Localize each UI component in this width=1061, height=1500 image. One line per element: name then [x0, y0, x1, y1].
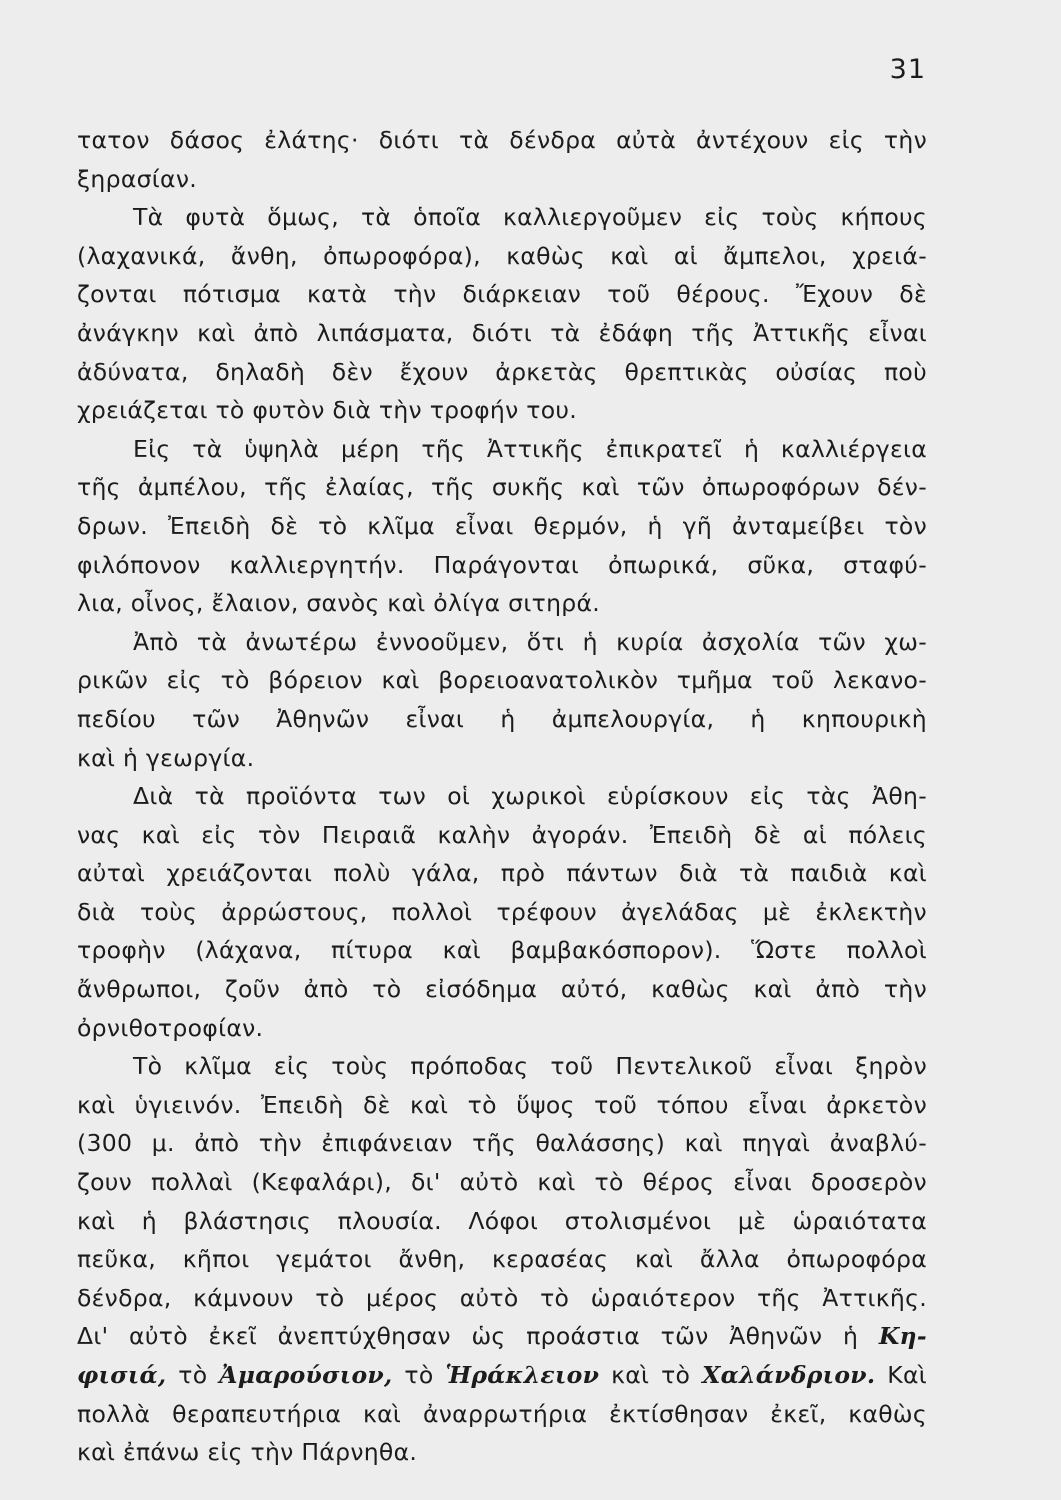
text-line: τροφὴν (λάχανα, πίτυρα καὶ βαμβακόσπορον). Ὥστε πολλοὶ [77, 936, 927, 965]
text-line: ἄνθρωποι, ζοῦν ἀπὸ τὸ εἰσόδημα αὐτό, καθὼς καὶ ἀπὸ τὴν [77, 975, 927, 1004]
text-line: φιλόπονον καλλιεργητήν. Παράγονται ὀπωρικά, σῦκα, σταφύ- [77, 550, 927, 579]
text-line: ρικῶν εἰς τὸ βόρειον καὶ βορειοανατολικὸν τμῆμα τοῦ λεκανο- [77, 666, 927, 695]
text-line: ἀνάγκην καὶ ἀπὸ λιπάσματα, διότι τὰ ἐδάφη τῆς Ἀττικῆς εἶναι [77, 318, 927, 347]
text-line: καὶ ἐπάνω εἰς τὴν Πάρνηθα. [77, 1438, 418, 1467]
text-line: πεδίου τῶν Ἀθηνῶν εἶναι ἡ ἀμπελουργία, ἡ κηπουρικὴ [77, 704, 927, 733]
text-line: ὀρνιθοτροφίαν. [77, 1013, 264, 1042]
place-name-irakleion: Ἡράκλειον [445, 1361, 600, 1389]
text-line: πεῦκα, κῆποι γεμάτοι ἄνθη, κερασέας καὶ ἄλλα ὀπωροφόρα [77, 1245, 927, 1274]
text-line: καὶ ὑγιεινόν. Ἐπειδὴ δὲ καὶ τὸ ὕψος τοῦ τόπου εἶναι ἀρκετὸν [77, 1090, 927, 1119]
text-line: ζουν πολλαὶ (Κεφαλάρι), δι' αὐτὸ καὶ τὸ θέρος εἶναι δροσερὸν [77, 1168, 927, 1197]
place-name-amaroussion: Ἀμαρούσιον, [219, 1361, 393, 1389]
text-run: Καὶ [887, 1361, 927, 1389]
text-line: τῆς ἀμπέλου, τῆς ἐλαίας, τῆς συκῆς καὶ τῶν ὀπωροφόρων δέν- [77, 473, 927, 502]
text-line: καὶ ἡ γεωργία. [77, 743, 255, 772]
text-line: καὶ ἡ βλάστησις πλουσία. Λόφοι στολισμένοι μὲ ὡραιότατα [77, 1206, 927, 1235]
text-run: τὸ [404, 1361, 434, 1389]
text-line: ζονται πότισμα κατὰ τὴν διάρκειαν τοῦ θέρους. Ἔχουν δὲ [77, 280, 927, 309]
body-text [77, 121, 927, 1472]
text-line: (λαχανικά, ἄνθη, ὀπωροφόρα), καθὼς καὶ αἱ ἄμπελοι, χρειά- [77, 241, 927, 270]
text-line: πολλὰ θεραπευτήρια καὶ ἀναρρωτήρια ἐκτίσθησαν ἐκεῖ, καθὼς [77, 1399, 927, 1428]
text-line: Τὸ κλῖμα εἰς τοὺς πρόποδας τοῦ Πεντελικοῦ εἶναι ξηρὸν [133, 1052, 927, 1081]
text-line: (300 μ. ἀπὸ τὴν ἐπιφάνειαν τῆς θαλάσσης) καὶ πηγαὶ ἀναβλύ- [77, 1129, 927, 1158]
text-line: Ἀπὸ τὰ ἀνωτέρω ἐννοοῦμεν, ὅτι ἡ κυρία ἀσχολία τῶν χω- [133, 627, 927, 656]
text-line: Τὰ φυτὰ ὅμως, τὰ ὁποῖα καλλιεργοῦμεν εἰς τοὺς κήπους [133, 203, 927, 232]
text-line: αὐταὶ χρειάζονται πολὺ γάλα, πρὸ πάντων διὰ τὰ παιδιὰ καὶ [77, 859, 927, 888]
text-line: ξηρασίαν. [77, 164, 198, 193]
text-line: Εἰς τὰ ὑψηλὰ μέρη τῆς Ἀττικῆς ἐπικρατεῖ ἡ καλλιέργεια [133, 434, 927, 463]
text-line: τατον δάσος ἐλάτης· διότι τὰ δένδρα αὐτὰ ἀντέχουν εἰς τὴν [77, 126, 927, 154]
text-line: δρων. Ἐπειδὴ δὲ τὸ κλῖμα εἶναι θερμόν, ἡ γῆ ἀνταμείβει τὸν [77, 511, 927, 540]
text-line: ἀδύνατα, δηλαδὴ δὲν ἔχουν ἀρκετὰς θρεπτικὰς οὐσίας ποὺ [77, 357, 927, 386]
page-number: 31 [889, 54, 926, 85]
text-run: Δι' αὐτὸ ἐκεῖ ἀνεπτύχθησαν ὡς προάστια τῶν Ἀθηνῶν ἡ [77, 1322, 859, 1351]
place-name-kifisia: Κη- [878, 1322, 927, 1351]
text-line: Διὰ τὰ προϊόντα των οἱ χωρικοὶ εὑρίσκουν εἰς τὰς Ἀθη- [133, 782, 927, 811]
text-line [77, 1356, 927, 1395]
text-line: χρειάζεται τὸ φυτὸν διὰ τὴν τροφήν του. [77, 396, 578, 425]
text-line: νας καὶ εἰς τὸν Πειραιᾶ καλὴν ἀγοράν. Ἐπειδὴ δὲ αἱ πόλεις [77, 820, 927, 849]
place-name-chalandrion: Χαλάνδριον. [702, 1361, 876, 1389]
place-name-kifisia: φισιά, [77, 1361, 167, 1389]
text-line: δένδρα, κάμνουν τὸ μέρος αὐτὸ τὸ ὡραιότερον τῆς Ἀττικῆς. [77, 1283, 927, 1312]
text-line: διὰ τοὺς ἀρρώστους, πολλοὶ τρέφουν ἀγελάδας μὲ ἐκλεκτὴν [77, 897, 927, 926]
text-run: τὸ [178, 1361, 208, 1389]
text-line [77, 1317, 927, 1356]
text-run: καὶ τὸ [611, 1361, 691, 1389]
text-line: λια, οἶνος, ἔλαιον, σανὸς καὶ ὀλίγα σιτηρά. [77, 589, 601, 618]
